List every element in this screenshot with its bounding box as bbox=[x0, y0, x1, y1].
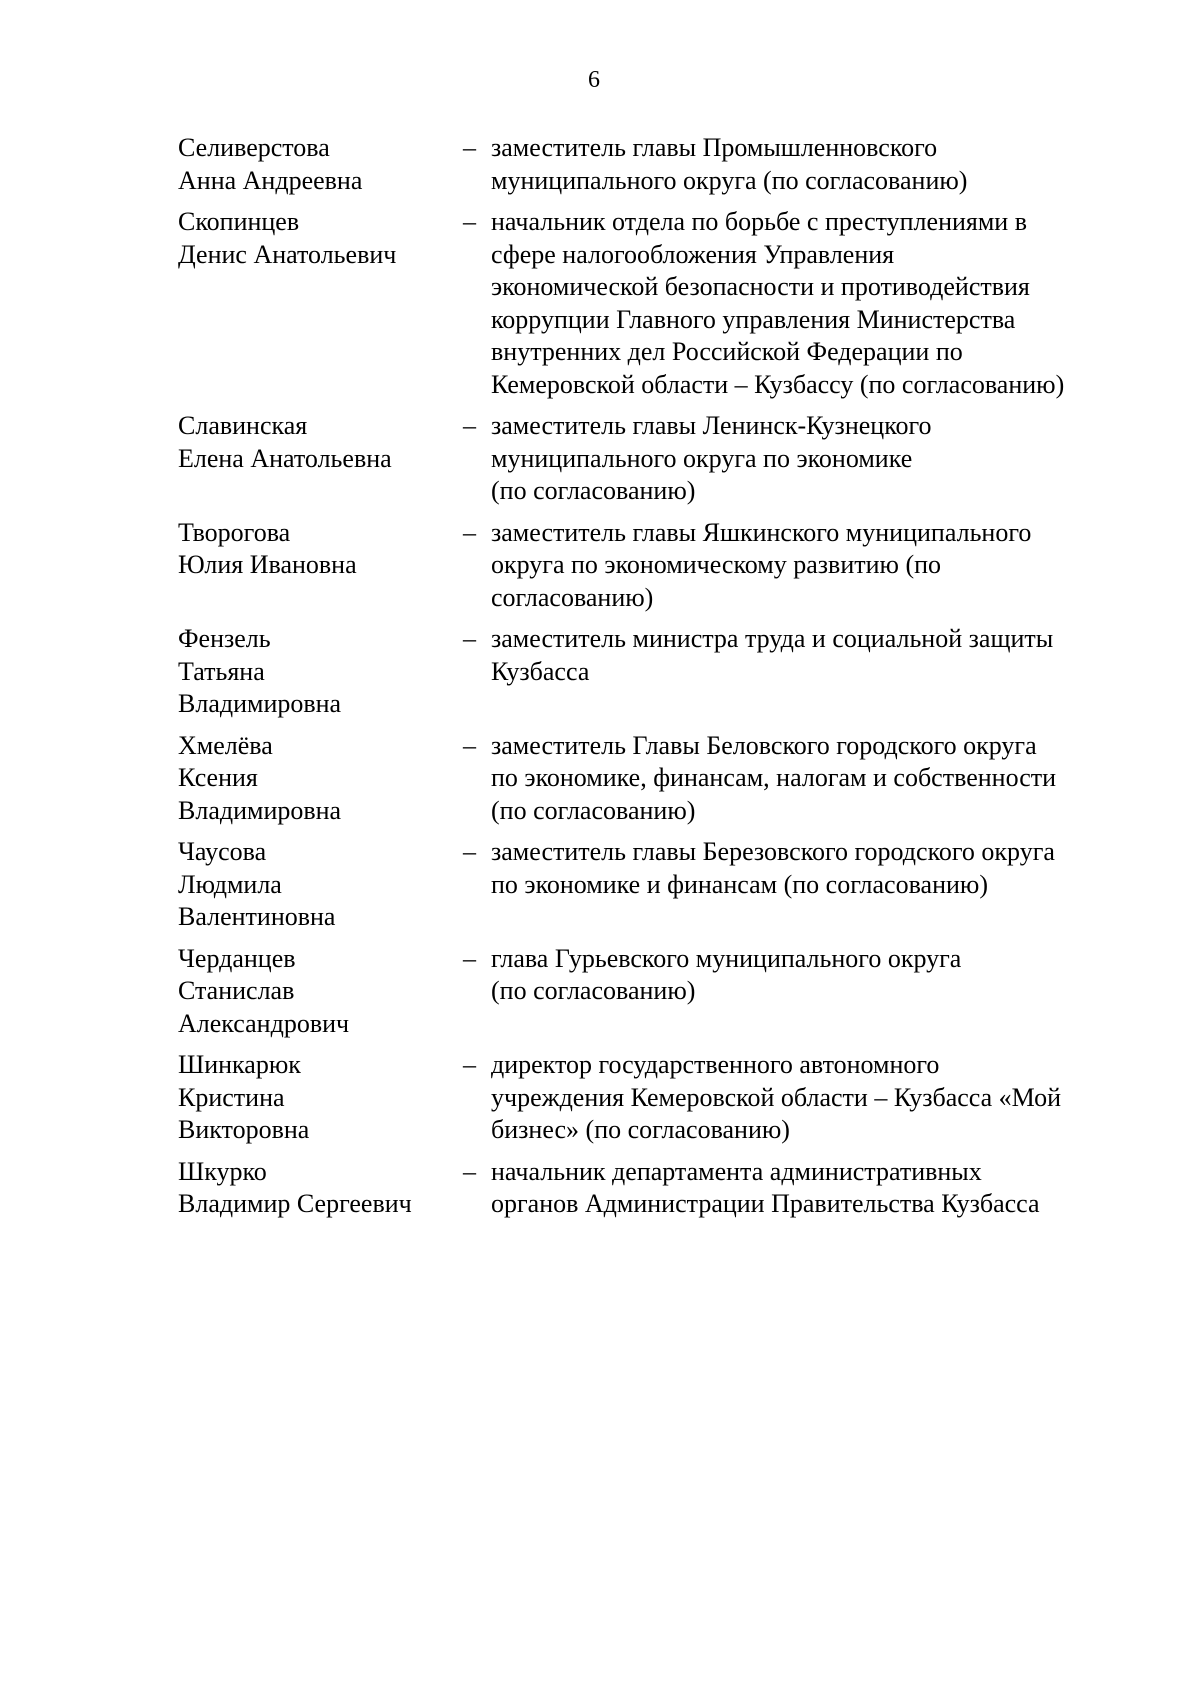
dash-separator: – bbox=[463, 133, 476, 162]
member-name bbox=[178, 206, 463, 271]
member-name-line: Скопинцев bbox=[178, 207, 300, 236]
member-position-line: муниципального округа (по согласованию) bbox=[491, 165, 968, 195]
member-position bbox=[491, 517, 1138, 615]
member-name-line: Творогова bbox=[178, 517, 291, 547]
member-name bbox=[178, 517, 463, 582]
member-row bbox=[178, 623, 1138, 721]
member-name bbox=[178, 623, 463, 721]
member-name bbox=[178, 132, 463, 197]
member-position-line: (по согласованию) bbox=[491, 476, 696, 505]
member-position-line: округа по экономическому развитию (по bbox=[491, 550, 942, 579]
member-position bbox=[491, 132, 1138, 197]
member-name-line: Чаусова bbox=[178, 837, 267, 866]
member-name-line: Елена Анатольевна bbox=[178, 443, 392, 473]
member-row bbox=[178, 836, 1138, 934]
member-position bbox=[491, 410, 1138, 508]
member-row bbox=[178, 1049, 1138, 1147]
member-position-line: (по согласованию) bbox=[491, 795, 696, 825]
member-position-line: заместитель главы Березовского городского округа bbox=[491, 837, 1055, 866]
dash-separator: – bbox=[463, 943, 476, 973]
member-name-line: Татьяна bbox=[178, 656, 265, 686]
member-position-line: директор государственного автономного bbox=[491, 1050, 940, 1079]
member-name-line: Анна Андреевна bbox=[178, 165, 363, 195]
member-row bbox=[178, 943, 1138, 1041]
member-position-line: глава Гурьевского муниципального округа bbox=[491, 943, 962, 973]
dash-separator: – bbox=[463, 837, 476, 866]
member-position bbox=[491, 1049, 1138, 1147]
member-position-line: заместитель главы Ленинск-Кузнецкого bbox=[491, 411, 932, 440]
member-name-line: Владимировна bbox=[178, 795, 342, 825]
member-name-line: Викторовна bbox=[178, 1115, 310, 1144]
member-name-line: Александрович bbox=[178, 1008, 350, 1038]
member-name-line: Черданцев bbox=[178, 943, 296, 973]
member-position bbox=[491, 836, 1138, 901]
member-position bbox=[491, 943, 1138, 1008]
member-row bbox=[178, 410, 1138, 508]
member-position-line: экономической безопасности и противодействия bbox=[491, 272, 1030, 301]
dash-separator: – bbox=[463, 1050, 476, 1079]
member-name bbox=[178, 410, 463, 475]
member-name-line: Ксения bbox=[178, 763, 258, 792]
member-position bbox=[491, 1156, 1138, 1221]
member-name-line: Людмила bbox=[178, 869, 282, 899]
member-name bbox=[178, 1049, 463, 1147]
member-position-line: заместитель министра труда и социальной защиты bbox=[491, 624, 1054, 653]
member-position-line: по экономике, финансам, налогам и собственности bbox=[491, 763, 1057, 792]
member-position bbox=[491, 623, 1138, 688]
member-name-line: Денис Анатольевич bbox=[178, 239, 397, 269]
dash-separator: – bbox=[463, 411, 476, 440]
page-number: 6 bbox=[588, 67, 600, 93]
member-position-line: заместитель главы Яшкинского муниципального bbox=[491, 517, 1032, 547]
member-name-line: Славинская bbox=[178, 411, 308, 440]
member-name-line: Владимировна bbox=[178, 689, 342, 718]
member-name bbox=[178, 730, 463, 828]
member-position-line: внутренних дел Российской Федерации по bbox=[491, 337, 963, 366]
member-position-line: Кемеровской области – Кузбассу (по согласованию) bbox=[491, 369, 1065, 399]
member-position-line: заместитель главы Промышленновского bbox=[491, 133, 938, 162]
member-position-line: (по согласованию) bbox=[491, 976, 696, 1005]
member-name-line: Фензель bbox=[178, 624, 271, 653]
member-name-line: Селиверстова bbox=[178, 133, 330, 162]
member-name-line: Юлия Ивановна bbox=[178, 550, 357, 579]
member-row bbox=[178, 730, 1138, 828]
dash-separator: – bbox=[463, 207, 476, 236]
member-name-line: Кристина bbox=[178, 1082, 285, 1112]
member-row bbox=[178, 517, 1138, 615]
member-row bbox=[178, 132, 1138, 197]
member-name-line: Валентиновна bbox=[178, 902, 336, 931]
member-row bbox=[178, 1156, 1138, 1221]
member-position bbox=[491, 730, 1138, 828]
member-list bbox=[178, 132, 1138, 1230]
member-row bbox=[178, 206, 1138, 401]
member-position-line: начальник отдела по борьбе с преступлениями в bbox=[491, 207, 1027, 236]
member-name-line: Шкурко bbox=[178, 1156, 267, 1186]
member-name-line: Хмелёва bbox=[178, 730, 273, 760]
member-position-line: коррупции Главного управления Министерства bbox=[491, 304, 1016, 334]
dash-separator: – bbox=[463, 624, 476, 653]
member-name-line: Владимир Сергеевич bbox=[178, 1189, 412, 1218]
member-name bbox=[178, 943, 463, 1041]
member-position-line: сфере налогообложения Управления bbox=[491, 239, 895, 269]
member-position-line: бизнес» (по согласованию) bbox=[491, 1115, 790, 1144]
member-name bbox=[178, 1156, 463, 1221]
member-position-line: заместитель Главы Беловского городского округа bbox=[491, 730, 1037, 760]
dash-separator: – bbox=[463, 1156, 476, 1186]
member-name-line: Станислав bbox=[178, 976, 295, 1005]
member-name-line: Шинкарюк bbox=[178, 1050, 301, 1079]
member-position-line: по экономике и финансам (по согласованию) bbox=[491, 869, 988, 899]
dash-separator: – bbox=[463, 517, 476, 547]
member-position-line: учреждения Кемеровской области – Кузбасса «Мой bbox=[491, 1082, 1062, 1112]
member-position-line: муниципального округа по экономике bbox=[491, 443, 913, 473]
dash-separator: – bbox=[463, 730, 476, 760]
member-position bbox=[491, 206, 1138, 401]
member-name bbox=[178, 836, 463, 934]
member-position-line: Кузбасса bbox=[491, 656, 590, 686]
member-position-line: согласованию) bbox=[491, 582, 654, 612]
member-position-line: органов Администрации Правительства Кузбасса bbox=[491, 1189, 1040, 1218]
member-position-line: начальник департамента административных bbox=[491, 1156, 982, 1186]
